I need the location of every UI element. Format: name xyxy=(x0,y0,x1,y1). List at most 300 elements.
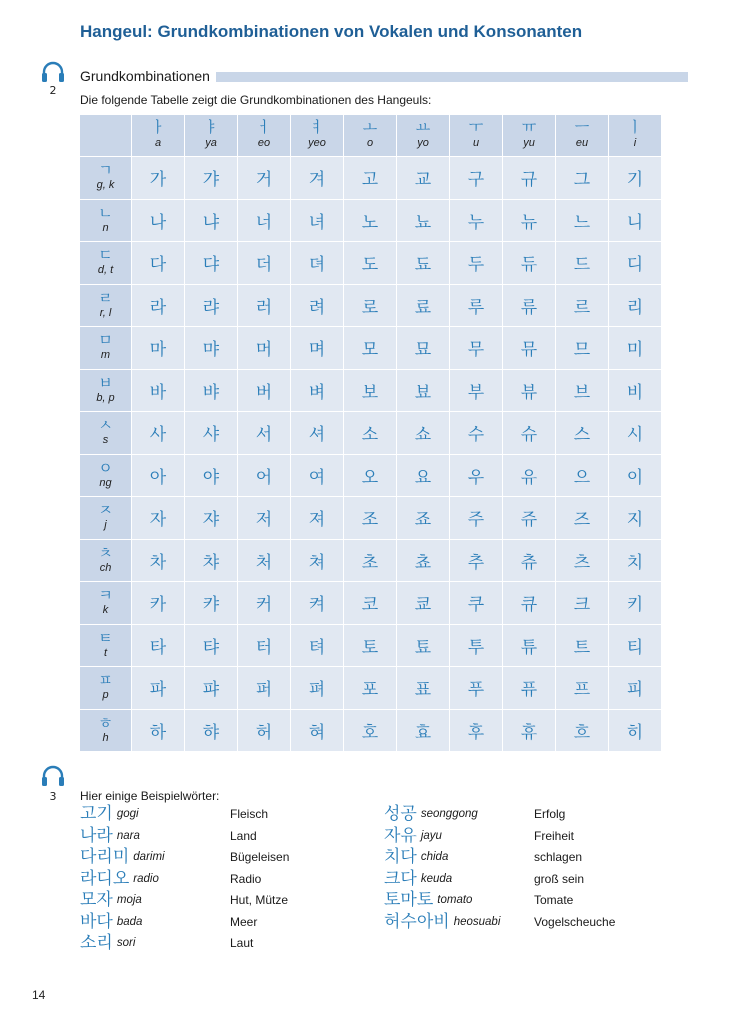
consonant-header xyxy=(80,242,132,285)
consonant-header xyxy=(80,667,132,710)
vowel-header xyxy=(503,115,556,157)
syllable-cell: 갸 xyxy=(185,157,238,200)
syllable-cell: 카 xyxy=(132,582,185,625)
example-translation: groß sein xyxy=(534,871,585,886)
example-translation: Bügeleisen xyxy=(230,850,290,864)
syllable-cell: 류 xyxy=(503,284,556,327)
syllable-cell: 챠 xyxy=(185,539,238,582)
example-romanization: chida xyxy=(420,851,449,863)
table-row xyxy=(80,624,662,667)
syllable-cell: 후 xyxy=(450,709,503,752)
syllable-cell: 쵸 xyxy=(397,539,450,582)
table-row xyxy=(80,284,662,327)
example-words-right xyxy=(384,804,684,933)
example-word-row xyxy=(384,847,684,869)
syllable-cell: 자 xyxy=(132,497,185,540)
example-words-left xyxy=(80,804,370,955)
syllable-cell: 묘 xyxy=(397,327,450,370)
syllable-cell: 리 xyxy=(609,284,662,327)
syllable-cell: 료 xyxy=(397,284,450,327)
syllable-cell: 뇨 xyxy=(397,199,450,242)
syllable-cell: 요 xyxy=(397,454,450,497)
table-row xyxy=(80,327,662,370)
table-row xyxy=(80,242,662,285)
example-hangul-text: 나라 xyxy=(80,825,113,846)
example-romanization: moja xyxy=(116,894,142,906)
syllable-cell: 규 xyxy=(503,157,556,200)
consonant-romanization: n xyxy=(102,221,109,234)
syllable-cell: 피 xyxy=(609,667,662,710)
vowel-header xyxy=(291,115,344,157)
syllable-cell: 텨 xyxy=(291,624,344,667)
example-translation: Erfolg xyxy=(534,807,566,821)
syllable-cell: 샤 xyxy=(185,412,238,455)
syllable-cell: 벼 xyxy=(291,369,344,412)
syllable-cell: 추 xyxy=(450,539,503,582)
syllable-cell: 조 xyxy=(344,497,397,540)
example-hangul-text: 자유 xyxy=(384,825,417,846)
syllable-cell: 며 xyxy=(291,327,344,370)
syllable-cell: 죠 xyxy=(397,497,450,540)
syllable-cell: 티 xyxy=(609,624,662,667)
syllable-cell: 키 xyxy=(609,582,662,625)
syllable-cell: 누 xyxy=(450,199,503,242)
consonant-header xyxy=(80,539,132,582)
syllable-cell: 초 xyxy=(344,539,397,582)
syllable-cell: 마 xyxy=(132,327,185,370)
syllable-cell: 허 xyxy=(238,709,291,752)
vowel-header xyxy=(609,115,662,157)
syllable-cell: 뉴 xyxy=(503,199,556,242)
vowel-romanization: eu xyxy=(575,137,589,149)
example-romanization: jayu xyxy=(420,829,442,842)
syllable-cell: 저 xyxy=(238,497,291,540)
syllable-cell: 표 xyxy=(397,667,450,710)
syllable-cell: 처 xyxy=(238,539,291,582)
syllable-cell: 야 xyxy=(185,454,238,497)
syllable-cell: 탸 xyxy=(185,624,238,667)
syllable-cell: 도 xyxy=(344,242,397,285)
syllable-cell: 프 xyxy=(556,667,609,710)
table-row xyxy=(80,709,662,752)
syllable-cell: 수 xyxy=(450,412,503,455)
syllable-cell: 스 xyxy=(556,412,609,455)
example-translation: Fleisch xyxy=(230,807,269,821)
example-hangul xyxy=(80,912,142,932)
vowel-header xyxy=(238,115,291,157)
example-hangul-text: 바다 xyxy=(80,911,113,932)
audio-track-number: 2 xyxy=(49,84,57,97)
consonant-jamo: ㅂ xyxy=(98,373,113,392)
syllable-cell: 흐 xyxy=(556,709,609,752)
example-word-row xyxy=(80,826,370,848)
example-romanization: seonggong xyxy=(420,808,478,820)
syllable-cell: 듀 xyxy=(503,242,556,285)
syllable-cell: 즈 xyxy=(556,497,609,540)
consonant-romanization: h xyxy=(102,731,109,744)
vowel-header xyxy=(397,115,450,157)
table-row xyxy=(80,454,662,497)
consonant-jamo: ㅇ xyxy=(98,458,113,477)
syllable-cell: 루 xyxy=(450,284,503,327)
consonant-jamo: ㅍ xyxy=(98,671,113,689)
vowel-jamo: ㅜ xyxy=(468,118,484,136)
example-word-row xyxy=(384,804,684,826)
example-hangul-text: 치다 xyxy=(384,847,417,867)
consonant-jamo: ㅋ xyxy=(98,586,113,604)
consonant-romanization: m xyxy=(100,349,111,361)
syllable-cell: 햐 xyxy=(185,709,238,752)
syllable-cell: 버 xyxy=(238,369,291,412)
consonant-jamo: ㅁ xyxy=(98,331,113,349)
audio-track-number: 3 xyxy=(49,790,57,803)
syllable-cell: 바 xyxy=(132,369,185,412)
table-row xyxy=(80,497,662,540)
syllable-cell: 시 xyxy=(609,412,662,455)
syllable-cell: 먀 xyxy=(185,327,238,370)
syllable-cell: 쿠 xyxy=(450,582,503,625)
syllable-cell: 주 xyxy=(450,497,503,540)
vowel-jamo: ㅗ xyxy=(362,118,378,136)
syllable-cell: 어 xyxy=(238,454,291,497)
examples-lead: Hier einige Beispielwörter: xyxy=(80,789,220,803)
syllable-cell: 으 xyxy=(556,454,609,497)
syllable-cell: 트 xyxy=(556,624,609,667)
consonant-romanization: k xyxy=(102,604,109,616)
syllable-cell: 터 xyxy=(238,624,291,667)
vowel-jamo: ㅏ xyxy=(150,118,166,136)
example-hangul xyxy=(80,890,142,910)
syllable-cell: 지 xyxy=(609,497,662,540)
syllable-cell: 우 xyxy=(450,454,503,497)
example-hangul-text: 모자 xyxy=(80,890,113,910)
syllable-cell: 이 xyxy=(609,454,662,497)
consonant-romanization: d, t xyxy=(97,264,114,276)
syllable-cell: 녀 xyxy=(291,199,344,242)
vowel-jamo: ㅡ xyxy=(574,118,590,136)
example-romanization: tomato xyxy=(437,894,473,906)
page-title: Hangeul: Grundkombinationen von Vokalen und Konsonanten xyxy=(80,22,583,41)
vowel-header xyxy=(450,115,503,157)
syllable-cell: 고 xyxy=(344,157,397,200)
syllable-cell: 투 xyxy=(450,624,503,667)
syllable-cell: 쳐 xyxy=(291,539,344,582)
consonant-header xyxy=(80,497,132,540)
example-word-row xyxy=(80,869,370,891)
syllable-cell: 펴 xyxy=(291,667,344,710)
vowel-romanization: i xyxy=(633,137,637,149)
consonant-romanization: s xyxy=(102,434,109,446)
vowel-romanization: a xyxy=(154,137,162,149)
consonant-jamo: ㅊ xyxy=(98,543,113,562)
syllable-cell: 치 xyxy=(609,539,662,582)
consonant-header xyxy=(80,157,132,200)
syllable-cell: 파 xyxy=(132,667,185,710)
example-hangul-text: 다리미 xyxy=(80,847,130,867)
syllable-cell: 휴 xyxy=(503,709,556,752)
syllable-cell: 퍼 xyxy=(238,667,291,710)
table-row xyxy=(80,369,662,412)
example-translation: schlagen xyxy=(534,850,583,864)
syllable-cell: 튜 xyxy=(503,624,556,667)
consonant-jamo: ㄱ xyxy=(98,161,113,179)
syllable-cell: 토 xyxy=(344,624,397,667)
example-hangul xyxy=(384,869,452,889)
syllable-cell: 뱌 xyxy=(185,369,238,412)
consonant-header xyxy=(80,412,132,455)
syllable-cell: 기 xyxy=(609,157,662,200)
syllable-cell: 모 xyxy=(344,327,397,370)
syllable-cell: 뮤 xyxy=(503,327,556,370)
table-body xyxy=(80,157,662,752)
example-translation: Hut, Mütze xyxy=(230,893,289,907)
consonant-jamo: ㅎ xyxy=(98,713,113,732)
vowel-header xyxy=(556,115,609,157)
syllable-cell: 유 xyxy=(503,454,556,497)
example-translation: Laut xyxy=(230,936,254,950)
syllable-cell: 혀 xyxy=(291,709,344,752)
syllable-cell: 교 xyxy=(397,157,450,200)
syllable-cell: 부 xyxy=(450,369,503,412)
example-translation: Tomate xyxy=(534,893,574,907)
syllable-cell: 뎌 xyxy=(291,242,344,285)
syllable-cell: 겨 xyxy=(291,157,344,200)
syllable-cell: 뷰 xyxy=(503,369,556,412)
vowel-jamo: ㅠ xyxy=(521,118,537,136)
example-romanization: bada xyxy=(116,915,143,928)
example-translation: Radio xyxy=(230,871,262,886)
section-heading: Grundkombinationen xyxy=(80,67,216,85)
syllable-cell: 푸 xyxy=(450,667,503,710)
vowel-jamo: ㅓ xyxy=(256,118,272,136)
vowel-jamo: ㅑ xyxy=(203,118,219,136)
example-hangul-text: 크다 xyxy=(384,868,417,889)
syllable-cell: 가 xyxy=(132,157,185,200)
consonant-header xyxy=(80,624,132,667)
example-word-row xyxy=(384,826,684,848)
syllable-cell: 슈 xyxy=(503,412,556,455)
section-intro: Die folgende Tabelle zeigt die Grundkombinationen des Hangeuls: xyxy=(80,93,432,107)
consonant-romanization: p xyxy=(102,689,109,701)
syllable-cell: 므 xyxy=(556,327,609,370)
syllable-cell: 쿄 xyxy=(397,582,450,625)
syllable-cell: 니 xyxy=(609,199,662,242)
syllable-cell: 보 xyxy=(344,369,397,412)
syllable-cell: 느 xyxy=(556,199,609,242)
syllable-cell: 져 xyxy=(291,497,344,540)
syllable-cell: 나 xyxy=(132,199,185,242)
example-hangul-text: 소리 xyxy=(80,933,113,953)
syllable-cell: 소 xyxy=(344,412,397,455)
syllable-cell: 코 xyxy=(344,582,397,625)
vowel-romanization: ya xyxy=(205,137,217,149)
example-word-row xyxy=(384,912,684,934)
example-hangul-text: 라디오 xyxy=(80,868,130,889)
consonant-jamo: ㅈ xyxy=(98,501,113,519)
vowel-jamo: ㅣ xyxy=(627,118,643,136)
example-word-row xyxy=(384,890,684,912)
consonant-romanization: t xyxy=(103,646,108,659)
syllable-cell: 셔 xyxy=(291,412,344,455)
syllable-cell: 툐 xyxy=(397,624,450,667)
syllable-cell: 오 xyxy=(344,454,397,497)
syllable-cell: 퓨 xyxy=(503,667,556,710)
syllable-cell: 너 xyxy=(238,199,291,242)
syllable-cell: 드 xyxy=(556,242,609,285)
table-row xyxy=(80,582,662,625)
example-word-row xyxy=(80,890,370,912)
table-row xyxy=(80,539,662,582)
example-hangul-text: 허수아비 xyxy=(384,911,450,932)
example-hangul xyxy=(80,933,135,953)
table-corner xyxy=(80,115,132,157)
syllable-cell: 사 xyxy=(132,412,185,455)
consonant-jamo: ㅌ xyxy=(98,628,113,647)
syllable-cell: 퍄 xyxy=(185,667,238,710)
example-translation: Vogelscheuche xyxy=(534,914,616,929)
example-hangul-text: 고기 xyxy=(80,804,113,824)
example-word-row xyxy=(384,869,684,891)
syllable-cell: 구 xyxy=(450,157,503,200)
syllable-cell: 효 xyxy=(397,709,450,752)
vowel-romanization: o xyxy=(366,137,374,149)
syllable-cell: 라 xyxy=(132,284,185,327)
syllable-cell: 아 xyxy=(132,454,185,497)
consonant-romanization: ng xyxy=(99,476,112,489)
vowel-header xyxy=(132,115,185,157)
syllable-cell: 쟈 xyxy=(185,497,238,540)
consonant-jamo: ㅅ xyxy=(98,416,113,434)
vowel-jamo: ㅛ xyxy=(415,118,431,136)
syllable-cell: 다 xyxy=(132,242,185,285)
consonant-romanization: j xyxy=(104,519,107,531)
syllable-cell: 거 xyxy=(238,157,291,200)
syllable-cell: 크 xyxy=(556,582,609,625)
example-romanization: gogi xyxy=(116,808,139,820)
syllable-cell: 미 xyxy=(609,327,662,370)
syllable-cell: 쇼 xyxy=(397,412,450,455)
syllable-cell: 쥬 xyxy=(503,497,556,540)
consonant-romanization: b, p xyxy=(96,391,115,404)
syllable-cell: 비 xyxy=(609,369,662,412)
syllable-cell: 하 xyxy=(132,709,185,752)
syllable-cell: 여 xyxy=(291,454,344,497)
example-hangul-text: 성공 xyxy=(384,804,417,824)
syllable-cell: 큐 xyxy=(503,582,556,625)
consonant-header xyxy=(80,327,132,370)
example-translation: Meer xyxy=(230,914,258,929)
example-translation: Freiheit xyxy=(534,828,575,843)
vowel-romanization: yo xyxy=(417,137,429,149)
syllable-cell: 켜 xyxy=(291,582,344,625)
syllable-cell: 노 xyxy=(344,199,397,242)
syllable-cell: 브 xyxy=(556,369,609,412)
consonant-header xyxy=(80,582,132,625)
syllable-cell: 랴 xyxy=(185,284,238,327)
syllable-cell: 타 xyxy=(132,624,185,667)
consonant-jamo: ㄷ xyxy=(98,246,113,264)
example-romanization: radio xyxy=(133,872,159,885)
vowel-header xyxy=(185,115,238,157)
example-hangul xyxy=(80,847,165,867)
example-word-row xyxy=(80,804,370,826)
consonant-header xyxy=(80,369,132,412)
syllable-cell: 커 xyxy=(238,582,291,625)
consonant-jamo: ㄴ xyxy=(98,203,113,222)
example-hangul xyxy=(80,826,140,846)
consonant-romanization: r, l xyxy=(99,306,112,319)
table-row xyxy=(80,412,662,455)
syllable-cell: 그 xyxy=(556,157,609,200)
consonant-header xyxy=(80,199,132,242)
syllable-cell: 캬 xyxy=(185,582,238,625)
table-row xyxy=(80,199,662,242)
example-word-row xyxy=(80,933,370,955)
syllable-cell: 뵤 xyxy=(397,369,450,412)
vowel-romanization: eo xyxy=(257,137,271,149)
vowel-jamo: ㅕ xyxy=(309,118,325,136)
table-row xyxy=(80,157,662,200)
vowel-romanization: yeo xyxy=(308,137,326,149)
example-word-row xyxy=(80,847,370,869)
consonant-jamo: ㄹ xyxy=(98,288,113,307)
syllable-cell: 두 xyxy=(450,242,503,285)
syllable-cell: 댜 xyxy=(185,242,238,285)
syllable-cell: 호 xyxy=(344,709,397,752)
table-row xyxy=(80,667,662,710)
example-word-row xyxy=(80,912,370,934)
syllable-cell: 됴 xyxy=(397,242,450,285)
vowel-header xyxy=(344,115,397,157)
example-hangul xyxy=(384,890,472,910)
consonant-romanization: ch xyxy=(99,561,112,574)
example-hangul xyxy=(384,826,442,846)
page-number: 14 xyxy=(32,988,46,1002)
syllable-cell: 머 xyxy=(238,327,291,370)
example-romanization: keuda xyxy=(420,872,453,885)
syllable-cell: 츠 xyxy=(556,539,609,582)
syllable-cell: 러 xyxy=(238,284,291,327)
example-hangul xyxy=(384,847,448,867)
syllable-cell: 더 xyxy=(238,242,291,285)
vowel-romanization: yu xyxy=(523,137,535,149)
consonant-header xyxy=(80,284,132,327)
syllable-cell: 차 xyxy=(132,539,185,582)
syllable-cell: 히 xyxy=(609,709,662,752)
syllable-cell: 려 xyxy=(291,284,344,327)
example-romanization: sori xyxy=(116,937,136,949)
syllable-cell: 츄 xyxy=(503,539,556,582)
example-romanization: darimi xyxy=(133,851,165,863)
example-hangul xyxy=(80,869,159,889)
example-hangul xyxy=(384,804,478,824)
syllable-cell: 냐 xyxy=(185,199,238,242)
syllable-cell: 로 xyxy=(344,284,397,327)
example-hangul xyxy=(384,912,500,932)
vowel-romanization: u xyxy=(472,137,480,149)
syllable-cell: 무 xyxy=(450,327,503,370)
consonant-header xyxy=(80,454,132,497)
hangeul-combination-table xyxy=(79,114,662,752)
syllable-cell: 포 xyxy=(344,667,397,710)
vowel-header-row xyxy=(80,115,662,157)
example-hangul xyxy=(80,804,139,824)
example-romanization: nara xyxy=(116,829,140,842)
syllable-cell: 디 xyxy=(609,242,662,285)
consonant-romanization: g, k xyxy=(96,179,115,191)
example-hangul-text: 토마토 xyxy=(384,890,434,910)
consonant-header xyxy=(80,709,132,752)
